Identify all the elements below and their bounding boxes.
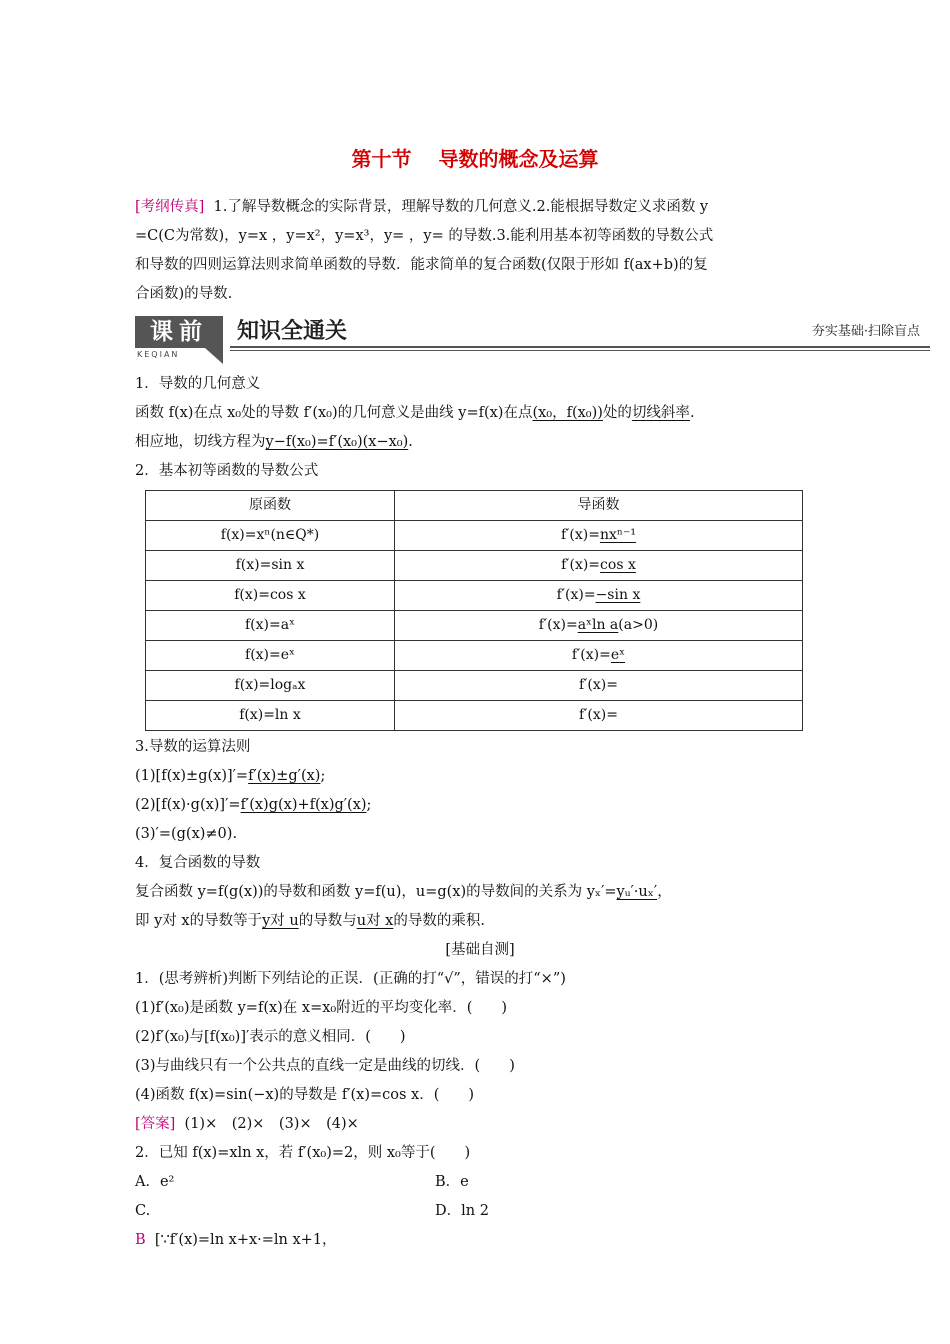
table-row [146, 611, 803, 641]
options-row [135, 1197, 825, 1226]
section-banner [135, 312, 930, 362]
table-cell-derivative [395, 551, 803, 581]
table-cell-function: f(x)=sin x [146, 551, 395, 581]
s1-b-text: 相应地，切线方程为 [135, 434, 266, 450]
table-row [146, 641, 803, 671]
table-row [146, 551, 803, 581]
s4-a-text: 复合函数 y=f(g(x))的导数和函数 y=f(u)，u=g(x)的导数间的关系为 yₓ′= [135, 884, 617, 900]
rule-1-blank: f′(x)±g′(x) [248, 768, 321, 784]
table-row [146, 521, 803, 551]
banner-arrow [205, 348, 223, 364]
s4-para-a [135, 878, 825, 907]
s1-b-blank: y−f(x₀)=f′(x₀)(x−x₀) [265, 434, 409, 450]
s3-rule-1 [135, 762, 825, 791]
question-1-item: (2)f′(x₀)与[f(x₀)]′表示的意义相同．( ) [135, 1029, 406, 1045]
table-cell-function: f(x)=eˣ [146, 641, 395, 671]
table-cell-function: f(x)=logₐx [146, 671, 395, 701]
question-2: 2．已知 f(x)=xln x，若 f′(x₀)=2，则 x₀等于( ) [135, 1145, 471, 1161]
s4-b-end: 的导数的乘积. [393, 913, 485, 929]
derivative-suffix: (a>0) [618, 617, 659, 633]
s4-a-end: ， [657, 884, 672, 900]
derivative-blank: eˣ [610, 647, 626, 663]
s4-b-blank-2: u对 x [356, 913, 394, 929]
intro-line-3: 和导数的四则运算法则求简单函数的导数．能求简单的复合函数(仅限于形如 f(ax+b)的复 [135, 257, 708, 273]
derivative-prefix: f′(x)= [538, 617, 578, 633]
table-row [146, 701, 803, 731]
banner-tagline: 夯实基础·扫除盲点 [811, 324, 920, 339]
solution-text: [∵f′(x)=ln x+x·=ln x+1， [154, 1232, 337, 1248]
intro-line-4: 合函数)的导数. [135, 286, 233, 302]
derivative-prefix: f′(x)= [561, 557, 601, 573]
option-d: D．ln 2 [435, 1203, 489, 1219]
s4-b-blank-1: y对 u [262, 913, 299, 929]
s1-a-end: . [689, 405, 695, 421]
option-a: A．e² [135, 1174, 175, 1190]
table-row [146, 581, 803, 611]
table-row [146, 671, 803, 701]
table-cell-function: f(x)=ln x [146, 701, 395, 731]
banner-badge: 课前 [135, 316, 223, 348]
syllabus-tag: [考纲传真] [135, 199, 205, 215]
question-1-item: (4)函数 f(x)=sin(−x)的导数是 f′(x)=cos x．( ) [135, 1087, 475, 1103]
table-cell-derivative [395, 521, 803, 551]
solution-line [135, 1226, 825, 1255]
derivative-blank: −sin x [595, 587, 641, 603]
question-1-item: (3)与曲线只有一个公共点的直线一定是曲线的切线．( ) [135, 1058, 515, 1074]
s4-b-text: 即 y对 x的导数等于 [135, 913, 263, 929]
s4-a-blank: yᵤ′·uₓ′ [616, 884, 658, 900]
table-cell-derivative [395, 581, 803, 611]
table-cell-function: f(x)=aˣ [146, 611, 395, 641]
intro-line-2: =C(C为常数)，y=x ，y=x²，y=x³，y= ，y= 的导数.3.能利用基本初等函数的导数公式 [135, 228, 714, 244]
banner-pinyin: KEQIAN [137, 350, 180, 359]
rule-1-end: ; [320, 768, 326, 784]
s1-para-a [135, 399, 825, 428]
s1-a-text: 函数 f(x)在点 x₀处的导数 f′(x₀)的几何意义是曲线 y=f(x)在点 [135, 405, 533, 421]
s1-a-blank-2: 切线斜率 [631, 405, 690, 421]
page-title [0, 143, 950, 172]
answer-text: (1)× (2)× (3)× (4)× [184, 1116, 359, 1132]
table-cell-derivative [395, 701, 803, 731]
rule-2-blank: f′(x)g(x)+f(x)g′(x) [240, 797, 367, 813]
answer-tag: [答案] [135, 1116, 176, 1132]
rule-2-end: ; [366, 797, 372, 813]
table-cell-function: f(x)=xⁿ(n∈Q*) [146, 521, 395, 551]
table-cell-function: f(x)=cos x [146, 581, 395, 611]
derivative-prefix: f′(x)= [571, 647, 611, 663]
banner-rule [230, 346, 930, 348]
derivative-prefix: f′(x)= [579, 677, 618, 693]
derivative-blank: aˣln a [577, 617, 619, 633]
s1-a-blank-1: (x₀，f(x₀)) [532, 405, 603, 421]
rule-1-text: (1)[f(x)±g(x)]′= [135, 768, 249, 784]
answer-line [135, 1110, 825, 1139]
intro-line-1: 1.了解导数概念的实际背景，理解导数的几何意义.2.能根据导数定义求函数 y [213, 199, 709, 215]
s1-a-mid: 处的 [602, 405, 632, 421]
table-header-cell: 导函数 [395, 491, 803, 521]
self-test-heading: [基础自测] [445, 942, 515, 958]
option-c: C. [135, 1203, 151, 1219]
derivative-prefix: f′(x)= [579, 707, 618, 723]
s4-b-mid: 的导数与 [298, 913, 357, 929]
table-header-cell: 原函数 [146, 491, 395, 521]
table-header-row [146, 491, 803, 521]
syllabus-intro [135, 193, 820, 309]
solution-answer: B [135, 1232, 146, 1248]
derivative-blank: nxⁿ⁻¹ [599, 527, 636, 543]
options-row [135, 1168, 825, 1197]
section-title: 导数的概念及运算 [438, 147, 599, 171]
table-cell-derivative [395, 641, 803, 671]
section-number: 第十节 [351, 147, 412, 171]
banner-rule-thin [230, 350, 930, 351]
s1-para-b [135, 428, 825, 457]
s1-heading: 1．导数的几何意义 [135, 376, 261, 392]
s3-heading: 3.导数的运算法则 [135, 739, 251, 755]
s4-heading: 4．复合函数的导数 [135, 855, 261, 871]
rule-2-text: (2)[f(x)·g(x)]′= [135, 797, 241, 813]
s3-rule-3: (3)′=(g(x)≠0). [135, 826, 238, 842]
s3-rule-2 [135, 791, 825, 820]
derivative-prefix: f′(x)= [556, 587, 596, 603]
s4-para-b [135, 907, 825, 936]
banner-heading: 知识全通关 [237, 319, 348, 344]
derivative-table [145, 490, 803, 731]
question-1: 1．(思考辨析)判断下列结论的正误．(正确的打“√”，错误的打“×”) [135, 971, 566, 987]
table-cell-derivative [395, 611, 803, 641]
table-cell-derivative [395, 671, 803, 701]
s1-b-end: . [408, 434, 413, 450]
derivative-prefix: f′(x)= [561, 527, 600, 543]
main-content [135, 370, 825, 1255]
option-b: B．e [435, 1174, 469, 1190]
s2-heading: 2．基本初等函数的导数公式 [135, 463, 319, 479]
derivative-blank: cos x [600, 557, 636, 573]
question-1-item: (1)f′(x₀)是函数 y=f(x)在 x=x₀附近的平均变化率．( ) [135, 1000, 508, 1016]
